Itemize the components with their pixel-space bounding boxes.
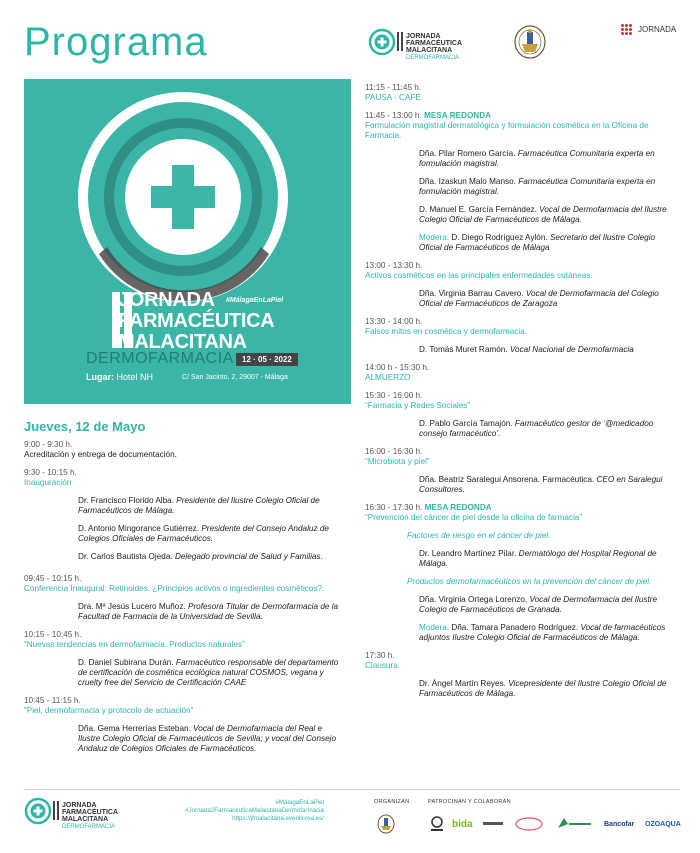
program-item: 10:45 - 11:15 h. “Piel, dermofarmacia y protocolo de actuación” Dña. Gema Herrerías Esteban. Vocal de Dermofarmacia del Real e Ilustre Colegio Oficial de Farmacéuticos de Sevilla; y vocal del Consejo Andaluz de Colegios Oficiales de Farmacéuticos. xyxy=(24,696,342,754)
hero-title-line-1: JORNADA xyxy=(118,289,215,311)
footer-divider xyxy=(24,789,680,790)
speaker: Dra. Mª Jesús Lucero Muñoz. Profesora Titular de Dermofarmacia de la Facultad de Farmacia de la Universidad de Sevilla. xyxy=(78,602,339,621)
program-item: 13:30 - 14:00 h. Falsos mitos en cosmética y dermofarmacia. D. Tomás Muret Ramón. Vocal Nacional de Dermofarmacia xyxy=(365,317,680,355)
speaker: Dr. Francisco Florido Alba. Presidente del Ilustre Colegio Oficial de Farmacéuticos de Málaga. xyxy=(78,496,320,515)
logo-subline: DERMOFARMACIA xyxy=(406,55,460,60)
logo-line-3: MALACITANA xyxy=(406,47,453,54)
sponsor-logo-1-icon xyxy=(428,814,446,834)
subtopic: Productos dermofarmacéuticos en la prevención del cáncer de piel. xyxy=(407,577,652,586)
moderator: Modera: D. Diego Rodríguez Aylón. Secretario del Ilustre Colegio Oficial de Farmacéuticos de Málaga xyxy=(419,233,656,252)
speaker: D. Daniel Subirana Durán. Farmacéutico responsable del departamento de certificación de cosmética ecológica natural COSMOS, vegana y cruelty free del Servicio de Certificación CAAE xyxy=(78,658,339,687)
sponsor-logo-4-icon xyxy=(556,814,592,834)
program-item: 9:00 - 9:30 h. Acreditación y entrega de documentación. xyxy=(24,440,177,459)
footer-logo xyxy=(24,797,124,829)
hero-title-line-3: MALACITANA xyxy=(118,331,247,353)
speaker: Dña. Virginia Ortega Lorenzo. Vocal de Dermofarmacia del Ilustre Colegio de Farmacéuticos de Granada. xyxy=(419,595,658,614)
subtopic: Factores de riesgo en el cáncer de piel. xyxy=(407,531,551,540)
speaker: D. Pablo García Tamajón. Farmacéutico gestor de ‘@medicadoo consejo farmacéutico’. xyxy=(419,419,654,438)
college-seal-icon xyxy=(513,24,547,60)
svg-text:FARMACÉUTICA: FARMACÉUTICA xyxy=(62,809,118,816)
sponsor-logo-3-icon xyxy=(514,814,544,834)
program-item: 16:00 - 16:30 h. “Microbiota y piel” Dña. Beatriz Saralegui Ansorena. Farmacéutica. CEO en Saralegui Consultores. xyxy=(365,447,680,495)
speaker: Dr. Carlos Bautista Ojeda. Delegado provincial de Salud y Familias. xyxy=(78,552,323,561)
moderator: Modera: Dña. Tamara Panadero Rodríguez. Vocal de farmacéuticos adjuntos Ilustre Colegio Oficial de Farmacéuticos de Málaga. xyxy=(419,623,666,642)
program-item: 17:30 h. Clausura. Dr. Ángel Martín Reyes. Vicepresidente del Ilustre Colegio Oficial de Farmacéuticos de Málaga. xyxy=(365,651,680,699)
program-item: 16:30 - 17:30 h. MESA REDONDA “Prevención del cáncer de piel desde la oficina de farmacia” Factores de riesgo en el cáncer de piel. Dr. Leandro Martínez Pilar. Dermatólogo del Hospital Regional de Málaga. Productos dermofarmacéuticos en la prevención del cáncer de piel. Dña. Virginia Ortega Lorenzo. Vocal de Dermofarmacia del Ilustre Colegio de Farmacéuticos de Granada. Modera: Dña. Tamara Panadero Rodríguez. Vocal de farmacéuticos adjuntos Ilustre Colegio Oficial de Farmacéuticos de Málaga. xyxy=(365,503,680,643)
sponsor-ozoaqua: OZOAQUA xyxy=(645,820,681,828)
sponsor-bida: bida xyxy=(452,818,473,830)
speaker: Dr. Ángel Martín Reyes. Vicepresidente del Ilustre Colegio Oficial de Farmacéuticos de Málaga. xyxy=(419,679,667,698)
hero-venue: Lugar: Hotel NH xyxy=(86,372,154,382)
footer-info xyxy=(178,799,324,823)
program-right-column xyxy=(365,83,680,707)
footer-url-link[interactable]: https://jfmalacitana.eventicrea.es/ xyxy=(232,815,324,822)
logo-line-1: JORNADA xyxy=(406,33,441,40)
program-item: 11:15 - 11:45 h. PAUSA - CAFÉ xyxy=(365,83,422,102)
program-item: 15:30 - 16:00 h. “Farmacia y Redes Sociales” D. Pablo García Tamajón. Farmacéutico gestor de ‘@medicadoo consejo farmacéutico’. xyxy=(365,391,680,439)
dots-icon xyxy=(621,24,632,35)
organizan-label: ORGANIZAN xyxy=(374,799,410,805)
hero-address: C/ San Jacinto, 2, 29007 - Málaga xyxy=(182,374,288,381)
header-tag-label: JORNADA xyxy=(638,25,677,34)
speaker: D. Manuel E. García Fernández. Vocal de Dermofarmacia del Ilustre Colegio Oficial de Farmacéuticos de Málaga. xyxy=(419,205,667,224)
hero-hashtag: #MálagaEnLaPiel xyxy=(226,297,284,304)
organizer-seal-icon xyxy=(376,814,396,834)
speaker: Dña. Virginia Barrau Cavero. Vocal de Dermofarmacia del Colegio Oficial de Farmacéuticos de Zaragoza xyxy=(419,289,659,308)
jornada-logo xyxy=(368,28,468,60)
hero-dermofarmacia: DERMOFARMACIA xyxy=(86,350,234,367)
patrocinan-label: PATROCINAN Y COLABORAN xyxy=(428,799,511,805)
program-item: 09:45 - 10:15 h. Conferencia Inaugural: Retinoides. ¿Principios activos o ingredientes cosméticos?. Dra. Mª Jesús Lucero Muñoz. Profesora Titular de Dermofarmacia de la Facultad de Farmacia de la Universidad de Sevilla. xyxy=(24,574,342,622)
program-item: 13:00 - 13:30 h. Activos cosméticos en las principales enfermedades cutáneas. Dña. Virginia Barrau Cavero. Vocal de Dermofarmacia del Colegio Oficial de Farmacéuticos de Zaragoza xyxy=(365,261,680,309)
day-heading: Jueves, 12 de Mayo xyxy=(24,419,146,434)
logo-line-2: FARMACÉUTICA xyxy=(406,40,462,47)
sponsor-logo-2-icon xyxy=(482,814,504,834)
svg-text:DERMOFARMACIA: DERMOFARMACIA xyxy=(62,824,116,829)
svg-text:MALACITANA: MALACITANA xyxy=(62,816,109,823)
speaker: Dr. Leandro Martínez Pilar. Dermatólogo del Hospital Regional de Málaga. xyxy=(419,549,657,568)
speaker: Dña. Pilar Romero García. Farmacéutica Comunitaria experta en formulación magistral. xyxy=(419,149,655,168)
svg-text:JORNADA: JORNADA xyxy=(62,802,97,809)
speaker: Dña. Gema Herrerías Esteban. Vocal de Dermofarmacia del Real e Ilustre Colegio Oficial de Farmacéuticos de Sevilla; y vocal del Consejo Andaluz de Colegios Oficiales de Farmacéuticos. xyxy=(78,724,337,753)
speaker: Dña. Beatriz Saralegui Ansorena. Farmacéutica. CEO en Saralegui Consultores. xyxy=(419,475,663,494)
hero-title-line-2: FARMACÉUTICA xyxy=(118,310,275,332)
speaker: D. Antonio Mingorance Gutiérrez. Presidente del Consejo Andaluz de Colegios Oficiales de Farmacéuticos. xyxy=(78,524,329,543)
header-tag xyxy=(621,24,676,35)
program-item: 11:45 - 13:00 h. MESA REDONDA Formulación magistral dermatológica y formulación cosmética en la Oficina de Farmacia. Dña. Pilar Romero García. Farmacéutica Comunitaria experta en formulación magistral. Dña. Izaskun Malo Manso. Farmacéutica Comunitaria experta en formulación magistral. D. Manuel E. García Fernández. Vocal de Dermofarmacia del Ilustre Colegio Oficial de Farmacéuticos de Málaga. Modera: D. Diego Rodríguez Aylón. Secretario del Ilustre Colegio Oficial de Farmacéuticos de Málaga xyxy=(365,111,680,253)
footer-hashtag: #MálagaEnLaPiel xyxy=(275,799,324,806)
speaker: D. Tomás Muret Ramón. Vocal Nacional de Dermofarmacia xyxy=(419,345,634,354)
program-item: 9:30 - 10:15 h. Inauguración Dr. Francisco Florido Alba. Presidente del Ilustre Colegio Oficial de Farmacéuticos de Málaga. D. Antonio Mingorance Gutiérrez. Presidente del Consejo Andaluz de Colegios Oficiales de Farmacéuticos. Dr. Carlos Bautista Ojeda. Delegado provincial de Salud y Familias. xyxy=(24,468,342,562)
page-title: Programa xyxy=(24,20,208,64)
sponsor-bancofar: Bancofar xyxy=(604,820,635,828)
program-left-column xyxy=(24,419,342,762)
footer-hashtag-2: #Jornada2FarmacéuticaMalacitanaDermofarmacia xyxy=(185,807,324,814)
program-item: 14:00 h - 15:30 h. ALMUERZO xyxy=(365,363,430,382)
program-item: 10:15 - 10:45 h. “Nuevas tendencias en dermofarmacia. Productos naturales” D. Daniel Subirana Durán. Farmacéutico responsable del departamento de certificación de cosmética ecológica natural COSMOS, vegana y cruelty free del Servicio de Certificación CAAE xyxy=(24,630,342,688)
speaker: Dña. Izaskun Malo Manso. Farmacéutica Comunitaria experta en formulación magistral. xyxy=(419,177,656,196)
hero-date-badge: 12 · 05 · 2022 xyxy=(236,353,298,366)
